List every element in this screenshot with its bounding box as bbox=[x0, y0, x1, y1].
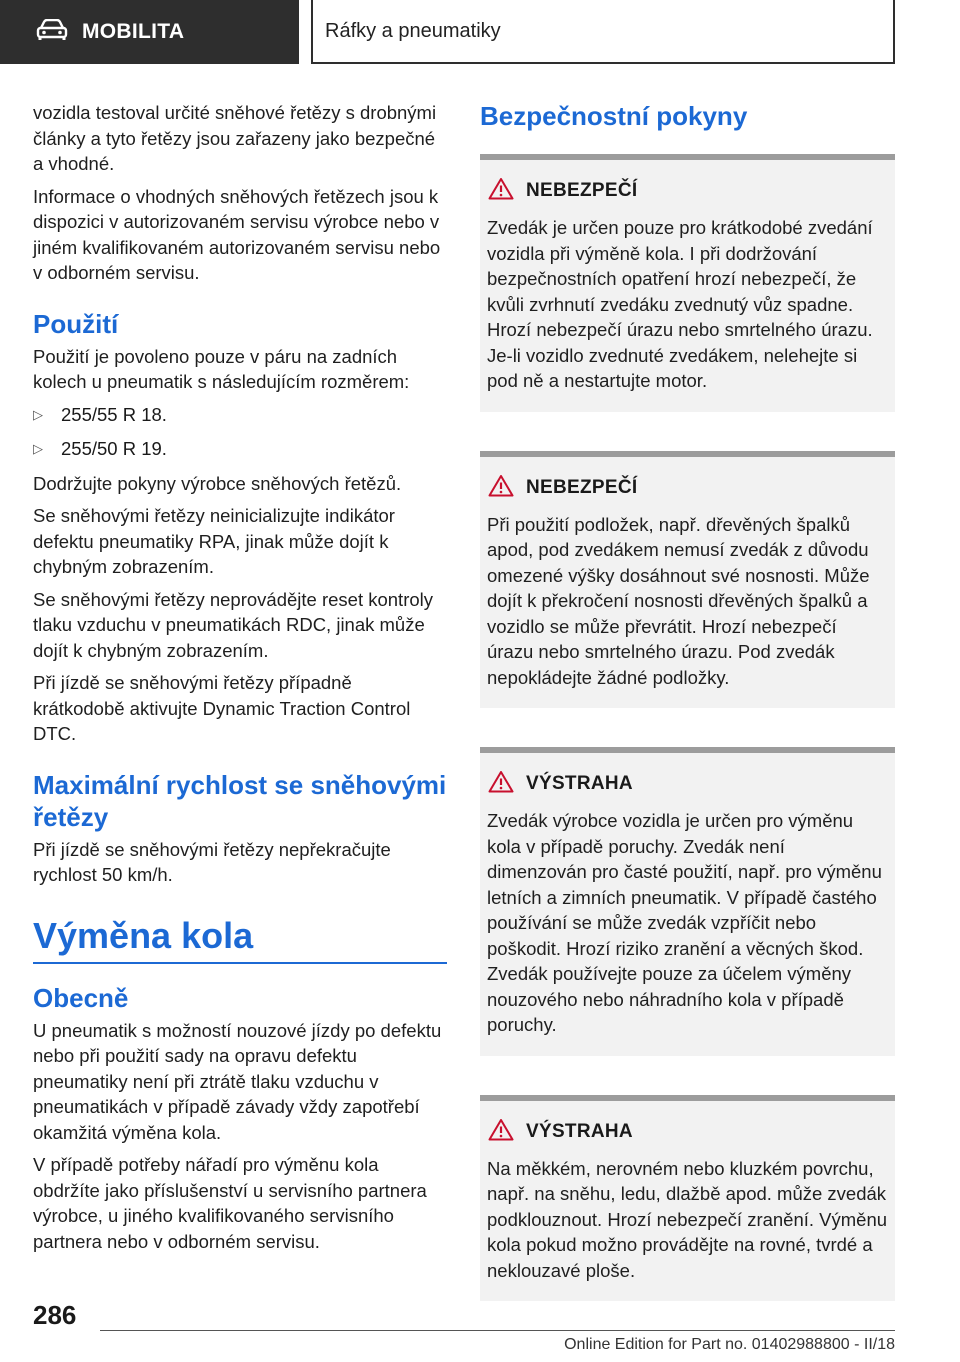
warning-title: VÝSTRAHA bbox=[526, 1120, 633, 1142]
edition-text: Online Edition for Part no. 01402988800 - II/18 bbox=[564, 1336, 895, 1353]
warning-box bbox=[480, 154, 895, 412]
left-column bbox=[33, 100, 447, 1261]
warning-title: VÝSTRAHA bbox=[526, 773, 633, 794]
warning-box bbox=[480, 747, 895, 1056]
heading-safety: Bezpečnostní pokyny bbox=[480, 101, 748, 131]
footer-divider bbox=[100, 1330, 895, 1331]
list-item: ▷ 255/55 R 18. bbox=[33, 402, 447, 428]
heading-max-speed: Maximální rychlost se sněhovými řetězy bbox=[33, 769, 447, 832]
warning-box bbox=[480, 1095, 895, 1302]
heading-vymena-kola: Výměna kola bbox=[33, 914, 447, 964]
obecne-paragraph: U pneumatik s možností nouzové jízdy po defektu nebo při použití sady na opravu defektu pneumatiky není při ztrátě tlaku vzduchu v pneumatikách v případě závady vždy zapotřebí okamžitá výměna kola. bbox=[33, 1019, 442, 1143]
page-header bbox=[0, 0, 960, 66]
intro-paragraph: Informace o vhodných sněhových řetězech jsou k dispozici v autorizovaném servisu výrobce nebo v jiném kvalifikovaném autorizovaném servisu nebo v odborném servisu. bbox=[33, 185, 441, 283]
pouziti-paragraph: Se sněhovými řetězy neprovádějte reset kontroly tlaku vzduchu v pneumatikách RDC, jinak může dojít k chybným zobrazením. bbox=[33, 588, 434, 661]
triangle-bullet-icon: ▷ bbox=[33, 406, 43, 422]
pouziti-text: Použití je povoleno pouze v páru na zadních kolech u pneumatik s následujícím rozměrem: bbox=[33, 345, 410, 392]
obecne-paragraph: V případě potřeby nářadí pro výměnu kola obdržíte jako příslušenství u servisního partnera výrobce, u jiného kvalifikovaného servisního partnera nebo v odborném servisu. bbox=[33, 1154, 427, 1252]
triangle-bullet-icon: ▷ bbox=[33, 441, 43, 456]
pouziti-paragraph: Při jízdě se sněhovými řetězy případně krátkodobě aktivujte Dynamic Traction Control DTC. bbox=[33, 672, 411, 744]
warning-triangle-icon bbox=[488, 770, 514, 798]
warning-title: NEBEZPEČÍ bbox=[526, 476, 638, 498]
warning-header bbox=[488, 474, 888, 502]
warning-header bbox=[488, 1118, 888, 1146]
warning-triangle-icon bbox=[488, 177, 514, 205]
tire-size-list bbox=[33, 402, 447, 462]
list-item: ▷ 255/50 R 19. bbox=[33, 436, 447, 462]
intro-paragraph: vozidla testoval určité sněhové řetězy s drobnými články a tyto řetězy jsou zařazeny jako bezpečné a vhodné. bbox=[33, 102, 437, 174]
warning-title: NEBEZPEČÍ bbox=[526, 180, 638, 201]
warning-text: Při použití podložek, např. dřevěných špalků apod, pod zvedákem nemusí zvedák z důvodu omezené výšky dosáhnout své nosnosti. Může dojít k překročení nosnosti dřevěných špalků a vozidlo se může převrátit. Hrozí nebezpečí úrazu nebo smrtelného úrazu. Pod zvedák nepokládejte žádné podložky. bbox=[487, 513, 870, 688]
pouziti-paragraph: Se sněhovými řetězy neinicializujte indikátor defektu pneumatiky RPA, jinak může dojít k chybným zobrazením. bbox=[33, 505, 395, 577]
section-label: MOBILITA bbox=[82, 20, 185, 43]
max-speed-text: Při jízdě se sněhovými řetězy nepřekračujte rychlost 50 km/h. bbox=[33, 838, 391, 885]
warning-text: Zvedák výrobce vozidla je určen pro výměnu kola v případě poruchy. Zvedák není dimenzován pro časté použití, např. pro výměnu letních a zimních pneumatik. V případě častého používání se může zvedák vzpříčit nebo poškodit. Hrozí riziko zranění a věcných škod. Zvedák používejte pouze za účelem výměny nouzového nebo náhradního kola v případě poruchy. bbox=[487, 810, 882, 1035]
warning-text: Na měkkém, nerovném nebo kluzkém povrchu, např. na sněhu, ledu, dlažbě apod. může zvedák podklouznout. Hrozí nebezpečí zranění. Výměnu kola pokud možno provádějte na rovné, tvrdé a neklouzavé ploše. bbox=[487, 1157, 888, 1281]
warning-header bbox=[488, 770, 888, 798]
car-icon bbox=[36, 19, 68, 46]
chapter-label: Ráfky a pneumatiky bbox=[325, 19, 501, 42]
right-column bbox=[480, 100, 895, 1340]
warning-triangle-icon bbox=[488, 1118, 514, 1146]
pouziti-paragraph: Dodržujte pokyny výrobce sněhových řetězů. bbox=[33, 472, 402, 494]
page-footer bbox=[0, 1290, 960, 1362]
warning-triangle-icon bbox=[488, 474, 514, 502]
heading-pouziti: Použití bbox=[33, 308, 119, 339]
warning-box bbox=[480, 451, 895, 709]
chapter-tab bbox=[311, 0, 895, 64]
warning-text: Zvedák je určen pouze pro krátkodobé zvedání vozidla při výměně kola. I při dodržování bezpečnostních opatření hrozí nebezpečí, že kvůli zvrhnutí zvedáku zvednutý vůz spadne. Hrozí nebezpečí úrazu nebo smrtelného úrazu. Je-li vozidlo zvednuté zvedákem, nelehejte si pod ně a nestartujte motor. bbox=[487, 217, 873, 391]
warning-header bbox=[488, 177, 888, 205]
section-tab bbox=[0, 0, 299, 64]
heading-obecne: Obecně bbox=[33, 982, 129, 1013]
page-number: 286 bbox=[33, 1300, 77, 1330]
